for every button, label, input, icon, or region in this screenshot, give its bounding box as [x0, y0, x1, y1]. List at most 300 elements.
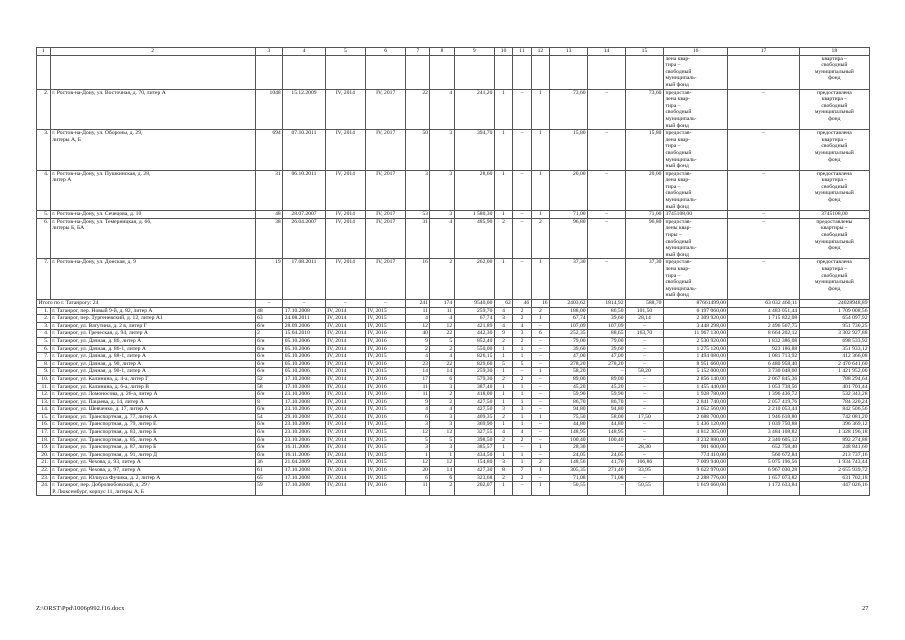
- table-cell-col-17: –: [728, 259, 799, 300]
- table-cell-col-2: [50, 55, 255, 89]
- table-cell-col-6: IV, 2016: [366, 345, 406, 353]
- table-cell-col-7: 2: [406, 345, 430, 353]
- table-cell-col-10: 1: [494, 444, 512, 452]
- table-cell-col-12: –: [531, 337, 549, 345]
- table-cell-col-1: 16.: [37, 421, 51, 429]
- table-cell-col-7: [406, 55, 430, 89]
- table-cell-col-5: IV, 2014: [325, 360, 365, 368]
- table-cell-col-4: 26.04.2007: [283, 218, 326, 259]
- table-cell-col-5: IV, 2014: [325, 451, 365, 459]
- table-row: [37, 482, 870, 496]
- table-cell-col-14: 24,05: [588, 451, 626, 459]
- table-cell-col-13: [550, 55, 588, 89]
- table-cell-col-13: 58,20: [550, 368, 588, 376]
- table-cell-col-4: 28.07.2007: [283, 211, 326, 219]
- table-cell-col-8: 2: [430, 398, 454, 406]
- table-cell-col-11: 1: [513, 398, 531, 406]
- table-cell-col-8: [430, 55, 454, 89]
- table-cell-col-9: 262,00: [454, 259, 494, 300]
- table-cell-col-3: 8: [255, 398, 283, 406]
- table-cell-col-18: 1 709 008,56: [799, 307, 869, 315]
- table-cell-col-18: 447 026,16: [799, 482, 869, 496]
- table-cell-col-16: 1 275 120,00: [663, 345, 727, 353]
- table-cell-col-18: предоставлена квартира – свободный муниципальный фонд: [799, 259, 869, 300]
- table-cell-col-3: 58: [255, 383, 283, 391]
- table-row: [37, 353, 870, 361]
- table-row: [37, 436, 870, 444]
- table-cell-col-14: 14: [588, 48, 626, 56]
- table-cell-col-1: 3.: [37, 130, 51, 171]
- table-cell-col-6: –: [366, 299, 406, 307]
- table-cell-col-15: 588,70: [626, 299, 664, 307]
- table-cell-col-7: 1: [406, 451, 430, 459]
- table-cell-col-4: 28.09.2006: [283, 322, 326, 330]
- table-cell-col-10: 1: [494, 170, 512, 211]
- table-cell-col-9: 385,57: [454, 444, 494, 452]
- table-cell-col-8: 3: [430, 170, 454, 211]
- table-cell-col-14: 278,20: [588, 360, 626, 368]
- table-cell-col-11: 4: [513, 322, 531, 330]
- table-cell-col-1: 4.: [37, 170, 51, 211]
- table-cell-col-8: 4: [430, 353, 454, 361]
- table-cell-col-14: 58,00: [588, 413, 626, 421]
- table-cell-col-9: 427,50: [454, 398, 494, 406]
- table-cell-col-2: г. Таганрог, ул. Транспортная, д. 85, литер А: [50, 436, 255, 444]
- table-cell-col-3: 61: [255, 467, 283, 475]
- table-cell-col-7: 40: [406, 330, 430, 338]
- table-cell-col-18: 698 533,92: [799, 337, 869, 345]
- table-cell-col-2: г. Таганрог, пер. Тургеневский, д. 12, литер А1: [50, 315, 255, 323]
- table-cell-col-12: –: [531, 421, 549, 429]
- table-row: [37, 89, 870, 130]
- table-cell-col-5: IV, 2014: [325, 368, 365, 376]
- table-cell-col-6: IV, 2017: [366, 130, 406, 171]
- table-row: [37, 130, 870, 171]
- table-row: [37, 345, 870, 353]
- table-cell-col-9: 421,89: [454, 322, 494, 330]
- table-cell-col-2: г. Таганрог, ул. Чехова, д. 93, литер А: [50, 459, 255, 467]
- table-cell-col-13: 96,80: [550, 218, 588, 259]
- table-cell-col-12: 1: [531, 482, 549, 496]
- table-cell-col-11: 1: [513, 459, 531, 467]
- table-cell-col-12: 1: [531, 444, 549, 452]
- table-cell-col-7: 20: [406, 467, 430, 475]
- table-cell-col-6: IV, 2017: [366, 211, 406, 219]
- table-cell-col-15: –: [626, 322, 664, 330]
- table-cell-col-11: 7: [513, 467, 531, 475]
- table-cell-col-9: 28,60: [454, 170, 494, 211]
- table-cell-col-2: г. Таганрог, ул. Калинина, д. 4-а, литер Г: [50, 375, 255, 383]
- table-cell-col-11: 5: [513, 360, 531, 368]
- table-cell-col-15: –: [626, 398, 664, 406]
- table-cell-col-18: предоставлена квартира – свободный муниципальный фонд: [799, 89, 869, 130]
- table-cell-col-3: 1048: [255, 89, 283, 130]
- table-cell-col-4: –: [283, 299, 326, 307]
- table-cell-col-7: 11: [406, 391, 430, 399]
- table-cell-col-14: 107,09: [588, 322, 626, 330]
- table-cell-col-10: 1: [494, 391, 512, 399]
- table-cell-col-10: [494, 55, 512, 89]
- table-cell-col-9: 442,30: [454, 330, 494, 338]
- table-cell-col-14: 148,95: [588, 429, 626, 437]
- table-cell-col-8: 3: [430, 413, 454, 421]
- table-cell-col-17: 1 715 822,08: [728, 315, 799, 323]
- table-cell-col-8: 3: [430, 383, 454, 391]
- table-cell-col-14: 100,40: [588, 436, 626, 444]
- continuation-row: [37, 55, 870, 89]
- table-cell-col-12: –: [531, 383, 549, 391]
- table-cell-col-13: 50,55: [550, 482, 588, 496]
- table-cell-col-17: 17: [728, 48, 799, 56]
- table-row: [37, 421, 870, 429]
- table-cell-col-2: г. Таганрог, ул. Калинина, д. 6-а, литер В: [50, 383, 255, 391]
- table-cell-col-1: 1: [37, 48, 51, 56]
- table-cell-col-15: [626, 55, 664, 89]
- table-cell-col-14: 89,00: [588, 375, 626, 383]
- table-cell-col-17: –: [728, 89, 799, 130]
- table-cell-col-4: 17.10.2008: [283, 383, 326, 391]
- table-cell-col-15: 20,00: [626, 170, 664, 211]
- table-cell-col-10: 9: [494, 330, 512, 338]
- table-cell-col-17: –: [728, 130, 799, 171]
- table-cell-col-11: 1: [513, 345, 531, 353]
- table-cell-col-7: 16: [406, 259, 430, 300]
- table-cell-col-15: 15: [626, 48, 664, 56]
- table-cell-col-14: 39,60: [588, 345, 626, 353]
- table-cell-col-15: 58,20: [626, 368, 664, 376]
- table-cell-col-18: 396 369,12: [799, 421, 869, 429]
- table-cell-col-16: 5 152 000,00: [663, 368, 727, 376]
- table-cell-col-1: 4.: [37, 330, 51, 338]
- table-cell-col-14: 39,60: [588, 315, 626, 323]
- table-cell-col-2: г. Таганрог, ул. Дачная, д. 86, литер А: [50, 337, 255, 345]
- table-cell-col-16: 1 494 080,00: [663, 353, 727, 361]
- table-cell-col-14: –: [588, 89, 626, 130]
- table-cell-col-6: IV, 2015: [366, 315, 406, 323]
- table-cell-col-16: лена квар- тира – свободный муниципаль- ный фонд: [663, 55, 727, 89]
- table-cell-col-17: 2 067 845,36: [728, 375, 799, 383]
- page-number: 27: [862, 605, 869, 612]
- table-cell-col-3: б/н: [255, 360, 283, 368]
- table-cell-col-18: 742 081,20: [799, 413, 869, 421]
- table-cell-col-5: IV, 2014: [325, 307, 365, 315]
- table-cell-col-13: 148,95: [550, 429, 588, 437]
- table-cell-col-15: –: [626, 429, 664, 437]
- table-cell-col-3: 52: [255, 375, 283, 383]
- table-cell-col-13: 28,30: [550, 444, 588, 452]
- table-cell-col-16: 3 232 880,00: [663, 436, 727, 444]
- table-cell-col-2: г. Таганрог, ул. Пацаева, д. 14, литер А: [50, 398, 255, 406]
- table-cell-col-14: 44,80: [588, 421, 626, 429]
- table-cell-col-12: 2: [531, 459, 549, 467]
- table-cell-col-8: 2: [430, 482, 454, 496]
- table-cell-col-12: 1: [531, 130, 549, 171]
- table-cell-col-11: 2: [513, 474, 531, 482]
- table-cell-col-18: квартира – свободный муниципальный фонд: [799, 55, 869, 89]
- table-cell-col-11: 2: [513, 337, 531, 345]
- table-row: [37, 413, 870, 421]
- table-cell-col-16: 2 530 920,00: [663, 337, 727, 345]
- table-cell-col-18: 654 097,92: [799, 315, 869, 323]
- table-cell-col-15: 50,55: [626, 482, 664, 496]
- table-cell-col-3: б/н: [255, 391, 283, 399]
- table-cell-col-9: 418,00: [454, 391, 494, 399]
- table-cell-col-10: 1: [494, 353, 512, 361]
- table-cell-col-7: 7: [406, 48, 430, 56]
- table-cell-col-11: –: [513, 482, 531, 496]
- table-cell-col-12: –: [531, 391, 549, 399]
- table-cell-col-5: 5: [325, 48, 365, 56]
- table-cell-col-18: 788 294,64: [799, 375, 869, 383]
- table-cell-col-5: IV, 2014: [325, 413, 365, 421]
- table-cell-col-5: IV, 2014: [325, 444, 365, 452]
- table-cell-col-11: 2: [513, 436, 531, 444]
- table-cell-col-1: 11.: [37, 383, 51, 391]
- table-cell-col-16: 2 309 920,00: [663, 315, 727, 323]
- table-cell-col-2: г. Таганрог, ул. Транспортная, д. 79, литер Е: [50, 421, 255, 429]
- table-cell-col-3: б/н: [255, 345, 283, 353]
- table-cell-col-17: 1 657 073,82: [728, 474, 799, 482]
- table-cell-col-14: –: [588, 444, 626, 452]
- table-cell-col-8: 11: [430, 307, 454, 315]
- table-cell-col-13: 73,60: [550, 89, 588, 130]
- table-cell-col-6: IV, 2015: [366, 444, 406, 452]
- table-cell-col-15: –: [626, 337, 664, 345]
- table-cell-col-13: 305,35: [550, 467, 588, 475]
- table-cell-col-5: IV, 2014: [325, 130, 365, 171]
- table-cell-col-14: 94,80: [588, 406, 626, 414]
- table-cell-col-2: г. Таганрог, ул. Ломоносова, д. 26-а, литер А: [50, 391, 255, 399]
- table-cell-col-18: 401 701,44: [799, 383, 869, 391]
- table-cell-col-12: –: [531, 429, 549, 437]
- table-cell-col-13: 89,00: [550, 375, 588, 383]
- table-cell-col-13: 67,74: [550, 315, 588, 323]
- table-cell-col-7: 11: [406, 383, 430, 391]
- table-cell-col-8: 14: [430, 368, 454, 376]
- table-row: [37, 444, 870, 452]
- table-row: [37, 375, 870, 383]
- table-cell-col-16: предостав- лены квар- тиры – свободный муниципаль- ный фонд: [663, 218, 727, 259]
- table-cell-col-13: 13: [550, 48, 588, 56]
- table-cell-col-7: 241: [406, 299, 430, 307]
- table-cell-col-13: 37,30: [550, 259, 588, 300]
- table-cell-col-3: 38: [255, 218, 283, 259]
- table-cell-col-18: 412 366,08: [799, 353, 869, 361]
- table-cell-col-18: 842 506,56: [799, 406, 869, 414]
- table-cell-col-18: 532 343,28: [799, 391, 869, 399]
- table-cell-col-15: 106,86: [626, 459, 664, 467]
- table-cell-col-11: 1: [513, 413, 531, 421]
- table-cell-col-2: г. Таганрог, ул. Греческая, д. 94, литер А: [50, 330, 255, 338]
- table-cell-col-17: [728, 55, 799, 89]
- table-cell-col-16: 11 967 130,00: [663, 330, 727, 338]
- table-cell-col-1: 2.: [37, 89, 51, 130]
- table-cell-col-16: 774 410,00: [663, 451, 727, 459]
- table-cell-col-9: 1 580,30: [454, 211, 494, 219]
- table-cell-col-11: 3: [513, 330, 531, 338]
- table-cell-col-15: –: [626, 421, 664, 429]
- table-cell-col-17: 2 210 053,44: [728, 406, 799, 414]
- table-cell-col-16: 8 951 660,00: [663, 360, 727, 368]
- table-cell-col-11: –: [513, 218, 531, 259]
- table-cell-col-7: 12: [406, 322, 430, 330]
- table-cell-col-3: 19: [255, 259, 283, 300]
- table-cell-col-1: 6.: [37, 345, 51, 353]
- table-cell-col-13: 15,80: [550, 130, 588, 171]
- table-cell-col-18: 1 934 743,44: [799, 459, 869, 467]
- table-cell-col-9: 9540,00: [454, 299, 494, 307]
- table-cell-col-11: 1: [513, 383, 531, 391]
- table-cell-col-2: г. Таганрог, ул. Шевченко, д. 17, литер А: [50, 406, 255, 414]
- table-cell-col-2: г. Ростов-на-Дону, ул. Восточная, д. 70, литер А: [50, 89, 255, 130]
- table-cell-col-10: 1: [494, 451, 512, 459]
- table-cell-col-10: 1: [494, 345, 512, 353]
- table-cell-col-3: [255, 55, 283, 89]
- table-cell-col-14: 79,00: [588, 337, 626, 345]
- table-row: [37, 368, 870, 376]
- table-cell-col-14: 41,70: [588, 459, 626, 467]
- table-cell-col-15: 33,95: [626, 467, 664, 475]
- table-row: [37, 406, 870, 414]
- table-cell-col-13: 94,80: [550, 406, 588, 414]
- table-cell-col-11: 1: [513, 451, 531, 459]
- table-cell-col-13: 2403,62: [550, 299, 588, 307]
- table-cell-col-10: 1: [494, 368, 512, 376]
- table-cell-col-1: 20.: [37, 451, 51, 459]
- table-cell-col-14: –: [588, 368, 626, 376]
- table-cell-col-11: 46: [513, 299, 531, 307]
- table-cell-col-2: г. Таганрог, ул. Транспортная, д. 91, литер Д: [50, 451, 255, 459]
- table-cell-col-11: –: [513, 211, 531, 219]
- table-cell-col-17: 3 484 108,82: [728, 429, 799, 437]
- table-cell-col-7: 9: [406, 398, 430, 406]
- table-cell-col-12: 1: [531, 368, 549, 376]
- table-cell-col-8: 3: [430, 421, 454, 429]
- table-cell-col-6: IV, 2017: [366, 89, 406, 130]
- column-number-row: [37, 48, 870, 56]
- table-cell-col-1: 8.: [37, 360, 51, 368]
- table-cell-col-5: [325, 55, 365, 89]
- table-cell-col-10: 1: [494, 421, 512, 429]
- table-cell-col-15: –: [626, 451, 664, 459]
- table-cell-col-8: 2: [430, 345, 454, 353]
- table-cell-col-18: 784 320,24: [799, 398, 869, 406]
- table-cell-col-12: –: [531, 345, 549, 353]
- table-cell-col-3: 65: [255, 474, 283, 482]
- table-cell-col-11: 1: [513, 353, 531, 361]
- table-cell-col-4: 17.08.2011: [283, 259, 326, 300]
- table-cell-col-6: IV, 2017: [366, 170, 406, 211]
- table-cell-col-4: 24.08.2011: [283, 315, 326, 323]
- table-cell-col-10: 5: [494, 360, 512, 368]
- table-cell-col-10: 1: [494, 211, 512, 219]
- table-cell-col-14: –: [588, 218, 626, 259]
- table-cell-col-9: 259,30: [454, 368, 494, 376]
- table-cell-col-2: г. Ростов-на-Дону, ул. Пушкинская, д. 28, литер А: [50, 170, 255, 211]
- table-cell-col-5: IV, 2014: [325, 474, 365, 482]
- table-cell-col-4: 17.10.2008: [283, 307, 326, 315]
- table-cell-col-15: 28,14: [626, 315, 664, 323]
- table-cell-col-16: 1 619 660,00: [663, 482, 727, 496]
- table-cell-col-8: 1: [430, 451, 454, 459]
- table-cell-col-16: 9 622 970,00: [663, 467, 727, 475]
- table-cell-col-1: 5.: [37, 337, 51, 345]
- table-cell-col-18: 1 328 196,18: [799, 429, 869, 437]
- table-cell-col-2: г. Таганрог, ул. Чехова, д. 97, литер А: [50, 467, 255, 475]
- table-cell-col-6: IV, 2015: [366, 474, 406, 482]
- table-cell-col-16: предостав- лена квар- тира – свободный муниципаль- ный фонд: [663, 170, 727, 211]
- table-cell-col-15: –: [626, 375, 664, 383]
- table-cell-col-12: –: [531, 322, 549, 330]
- table-cell-col-13: 100,40: [550, 436, 588, 444]
- table-cell-col-12: –: [531, 406, 549, 414]
- table-cell-col-11: –: [513, 89, 531, 130]
- table-cell-col-14: 47,00: [588, 353, 626, 361]
- table-cell-col-12: 1: [531, 467, 549, 475]
- table-cell-col-13: 20,00: [550, 170, 588, 211]
- table-cell-col-6: IV, 2016: [366, 375, 406, 383]
- table-cell-col-7: 3: [406, 170, 430, 211]
- table-row: [37, 360, 870, 368]
- table-cell-col-17: 560 672,84: [728, 451, 799, 459]
- table-cell-col-5: IV, 2014: [325, 482, 365, 496]
- table-cell-col-17: 5 075 196,56: [728, 459, 799, 467]
- table-cell-col-11: 3: [513, 406, 531, 414]
- table-cell-col-8: 174: [430, 299, 454, 307]
- table-cell-col-12: 6: [531, 330, 549, 338]
- table-cell-col-4: 16.11.2006: [283, 444, 326, 452]
- table-cell-col-14: 45,20: [588, 383, 626, 391]
- table-cell-col-16: 3745108,00: [663, 211, 727, 219]
- table-cell-col-16: 1 455 440,00: [663, 383, 727, 391]
- table-cell-col-14: 88,65: [588, 330, 626, 338]
- table-cell-col-9: 67,74: [454, 315, 494, 323]
- table-cell-col-1: 5.: [37, 211, 51, 219]
- table-cell-col-13: 86,70: [550, 398, 588, 406]
- table-cell-col-16: 3 052 560,00: [663, 406, 727, 414]
- table-cell-col-14: 86,50: [588, 307, 626, 315]
- table-cell-col-13: 59,90: [550, 391, 588, 399]
- table-cell-col-13: 75,50: [550, 413, 588, 421]
- table-row: [37, 211, 870, 219]
- table-cell-col-11: –: [513, 259, 531, 300]
- table-cell-col-1: 10.: [37, 375, 51, 383]
- table-cell-col-16: 7 009 940,00: [663, 459, 727, 467]
- table-cell-col-10: 2: [494, 413, 512, 421]
- table-cell-col-9: 323,68: [454, 474, 494, 482]
- table-cell-col-9: 394,70: [454, 130, 494, 171]
- table-cell-col-5: IV, 2014: [325, 383, 365, 391]
- table-cell-col-6: IV, 2016: [366, 391, 406, 399]
- table-cell-col-5: IV, 2014: [325, 436, 365, 444]
- table-cell-col-2: г. Таганрог, ул. Юлиуса Фучика, д. 2, литер А: [50, 474, 255, 482]
- table-cell-col-6: IV, 2016: [366, 398, 406, 406]
- table-cell-col-4: 17.10.2008: [283, 375, 326, 383]
- table-cell-col-2: г. Таганрог, ул. Транспортная, д. 77, литер А: [50, 413, 255, 421]
- table-cell-col-8: 8: [430, 48, 454, 56]
- table-cell-col-1: 23.: [37, 474, 51, 482]
- table-cell-col-13: 148,56: [550, 459, 588, 467]
- table-cell-col-7: 4: [406, 353, 430, 361]
- table-cell-col-17: 8 664 202,12: [728, 330, 799, 338]
- table-cell-col-6: IV, 2015: [366, 406, 406, 414]
- table-row: [37, 429, 870, 437]
- table-cell-col-7: 5: [406, 436, 430, 444]
- table-row: [37, 474, 870, 482]
- table-cell-col-13: 39,60: [550, 345, 588, 353]
- table-cell-col-10: 4: [494, 429, 512, 437]
- table-cell-col-10: 8: [494, 467, 512, 475]
